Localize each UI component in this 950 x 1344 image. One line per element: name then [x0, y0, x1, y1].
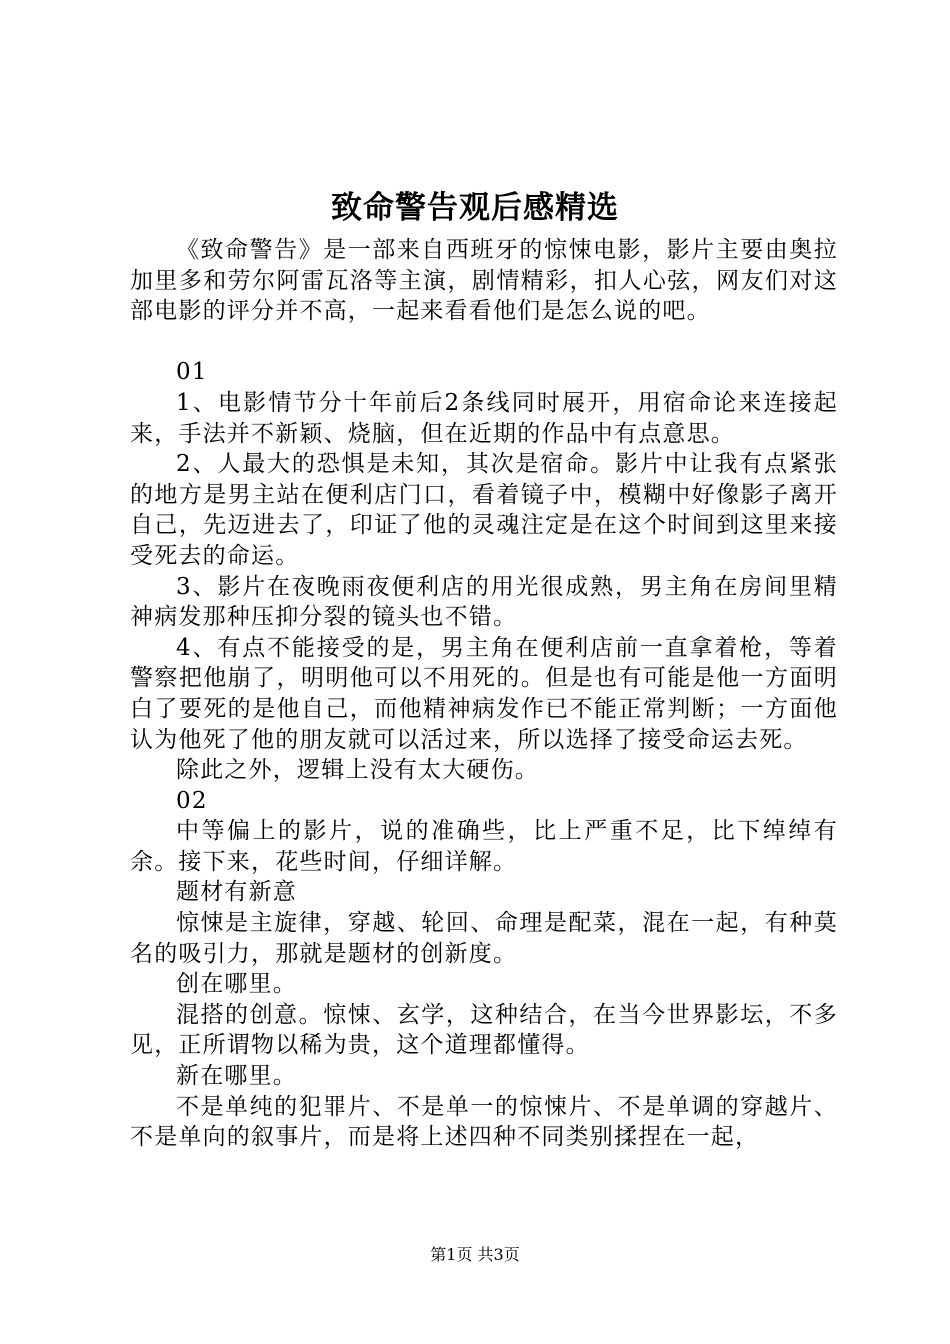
sub-heading: 题材有新意 [176, 879, 297, 906]
intro-paragraph: 《致命警告》是一部来自西班牙的惊悚电影，影片主要由奥拉加里多和劳尔阿雷瓦洛等主演，剧情精彩，扣人心弦，网友们对这部电影的评分并不高，一起来看看他们是怎么说的吧。 [130, 237, 838, 325]
document-title: 致命警告观后感精选 [331, 190, 619, 226]
body-paragraph: 4、有点不能接受的是，男主角在便利店前一直拿着枪，等着警察把他崩了，明明他可以不用死的。但是也有可能是他一方面明白了要死的是他自己，而他精神病发作已不能正常判断；一方面他认为他死了他的朋友就可以活过来，所以选择了接受命运去死。 [130, 634, 838, 753]
section-heading-01: 01 [176, 359, 208, 386]
body-paragraph: 混搭的创意。惊悚、玄学，这种结合，在当今世界影坛，不多见，正所谓物以稀为贵，这个道理都懂得。 [130, 1001, 838, 1059]
body-paragraph: 1、电影情节分十年前后2条线同时展开，用宿命论来连接起来，手法并不新颖、烧脑，但在近期的作品中有点意思。 [130, 389, 838, 447]
body-paragraph: 2、人最大的恐惧是未知，其次是宿命。影片中让我有点紧张的地方是男主站在便利店门口，看着镜子中，模糊中好像影子离开自己，先迈进去了，印证了他的灵魂注定是在这个时间到这里来接受死去的命运。 [130, 451, 838, 569]
blank-line [130, 327, 838, 358]
section-heading-02: 02 [176, 787, 208, 814]
body-paragraph: 惊悚是主旋律，穿越、轮回、命理是配菜，混在一起，有种莫名的吸引力，那就是题材的创新度。 [130, 910, 838, 967]
sub-heading: 新在哪里。 [176, 1063, 297, 1090]
body-paragraph: 中等偏上的影片，说的准确些，比上严重不足，比下绰绰有余。接下来，花些时间，仔细详解。 [130, 818, 838, 875]
page-number-footer: 第1页 共3页 [430, 1245, 520, 1264]
body-paragraph: 不是单纯的犯罪片、不是单一的惊悚片、不是单调的穿越片、不是单向的叙事片，而是将上述四种不同类别揉捏在一起， [130, 1093, 838, 1151]
document-body [130, 235, 838, 1153]
body-paragraph: 除此之外，逻辑上没有太大硬伤。 [176, 757, 539, 784]
sub-heading: 创在哪里。 [176, 971, 297, 998]
body-paragraph: 3、影片在夜晚雨夜便利店的用光很成熟，男主角在房间里精神病发那种压抑分裂的镜头也不错。 [130, 573, 838, 631]
